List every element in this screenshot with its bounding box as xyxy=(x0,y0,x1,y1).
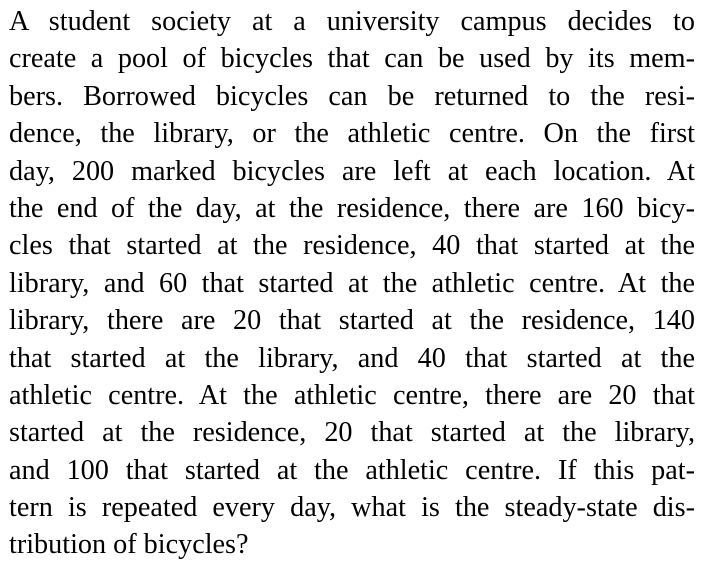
paragraph-line: day, 200 marked bicycles are left at each location. At xyxy=(9,155,695,187)
paragraph-line: that started at the library, and 40 that started at the xyxy=(9,342,695,374)
paragraph-line: bers. Borrowed bicycles can be returned to the resi- xyxy=(9,80,695,112)
paragraph-line: library, and 60 that started at the athletic centre. At the xyxy=(9,267,695,299)
paragraph-line: started at the residence, 20 that started at the library, xyxy=(9,417,695,449)
paragraph-line: A student society at a university campus decides to xyxy=(9,6,695,37)
paragraph-line: cles that started at the residence, 40 that started at the xyxy=(9,230,695,262)
paragraph-line: athletic centre. At the athletic centre, there are 20 that xyxy=(9,379,695,411)
paragraph-line: create a pool of bicycles that can be used by its mem- xyxy=(9,43,695,75)
problem-paragraph xyxy=(9,3,695,564)
paragraph-line: tern is repeated every day, what is the steady-state dis- xyxy=(9,492,695,524)
paragraph-line: dence, the library, or the athletic centre. On the first xyxy=(9,118,695,150)
paragraph-line-last: tribution of bicycles? xyxy=(9,529,249,561)
paragraph-line: and 100 that started at the athletic centre. If this pat- xyxy=(9,454,695,486)
paragraph-line: the end of the day, at the residence, there are 160 bicy- xyxy=(9,192,695,224)
paragraph-line: library, there are 20 that started at the residence, 140 xyxy=(9,305,695,337)
